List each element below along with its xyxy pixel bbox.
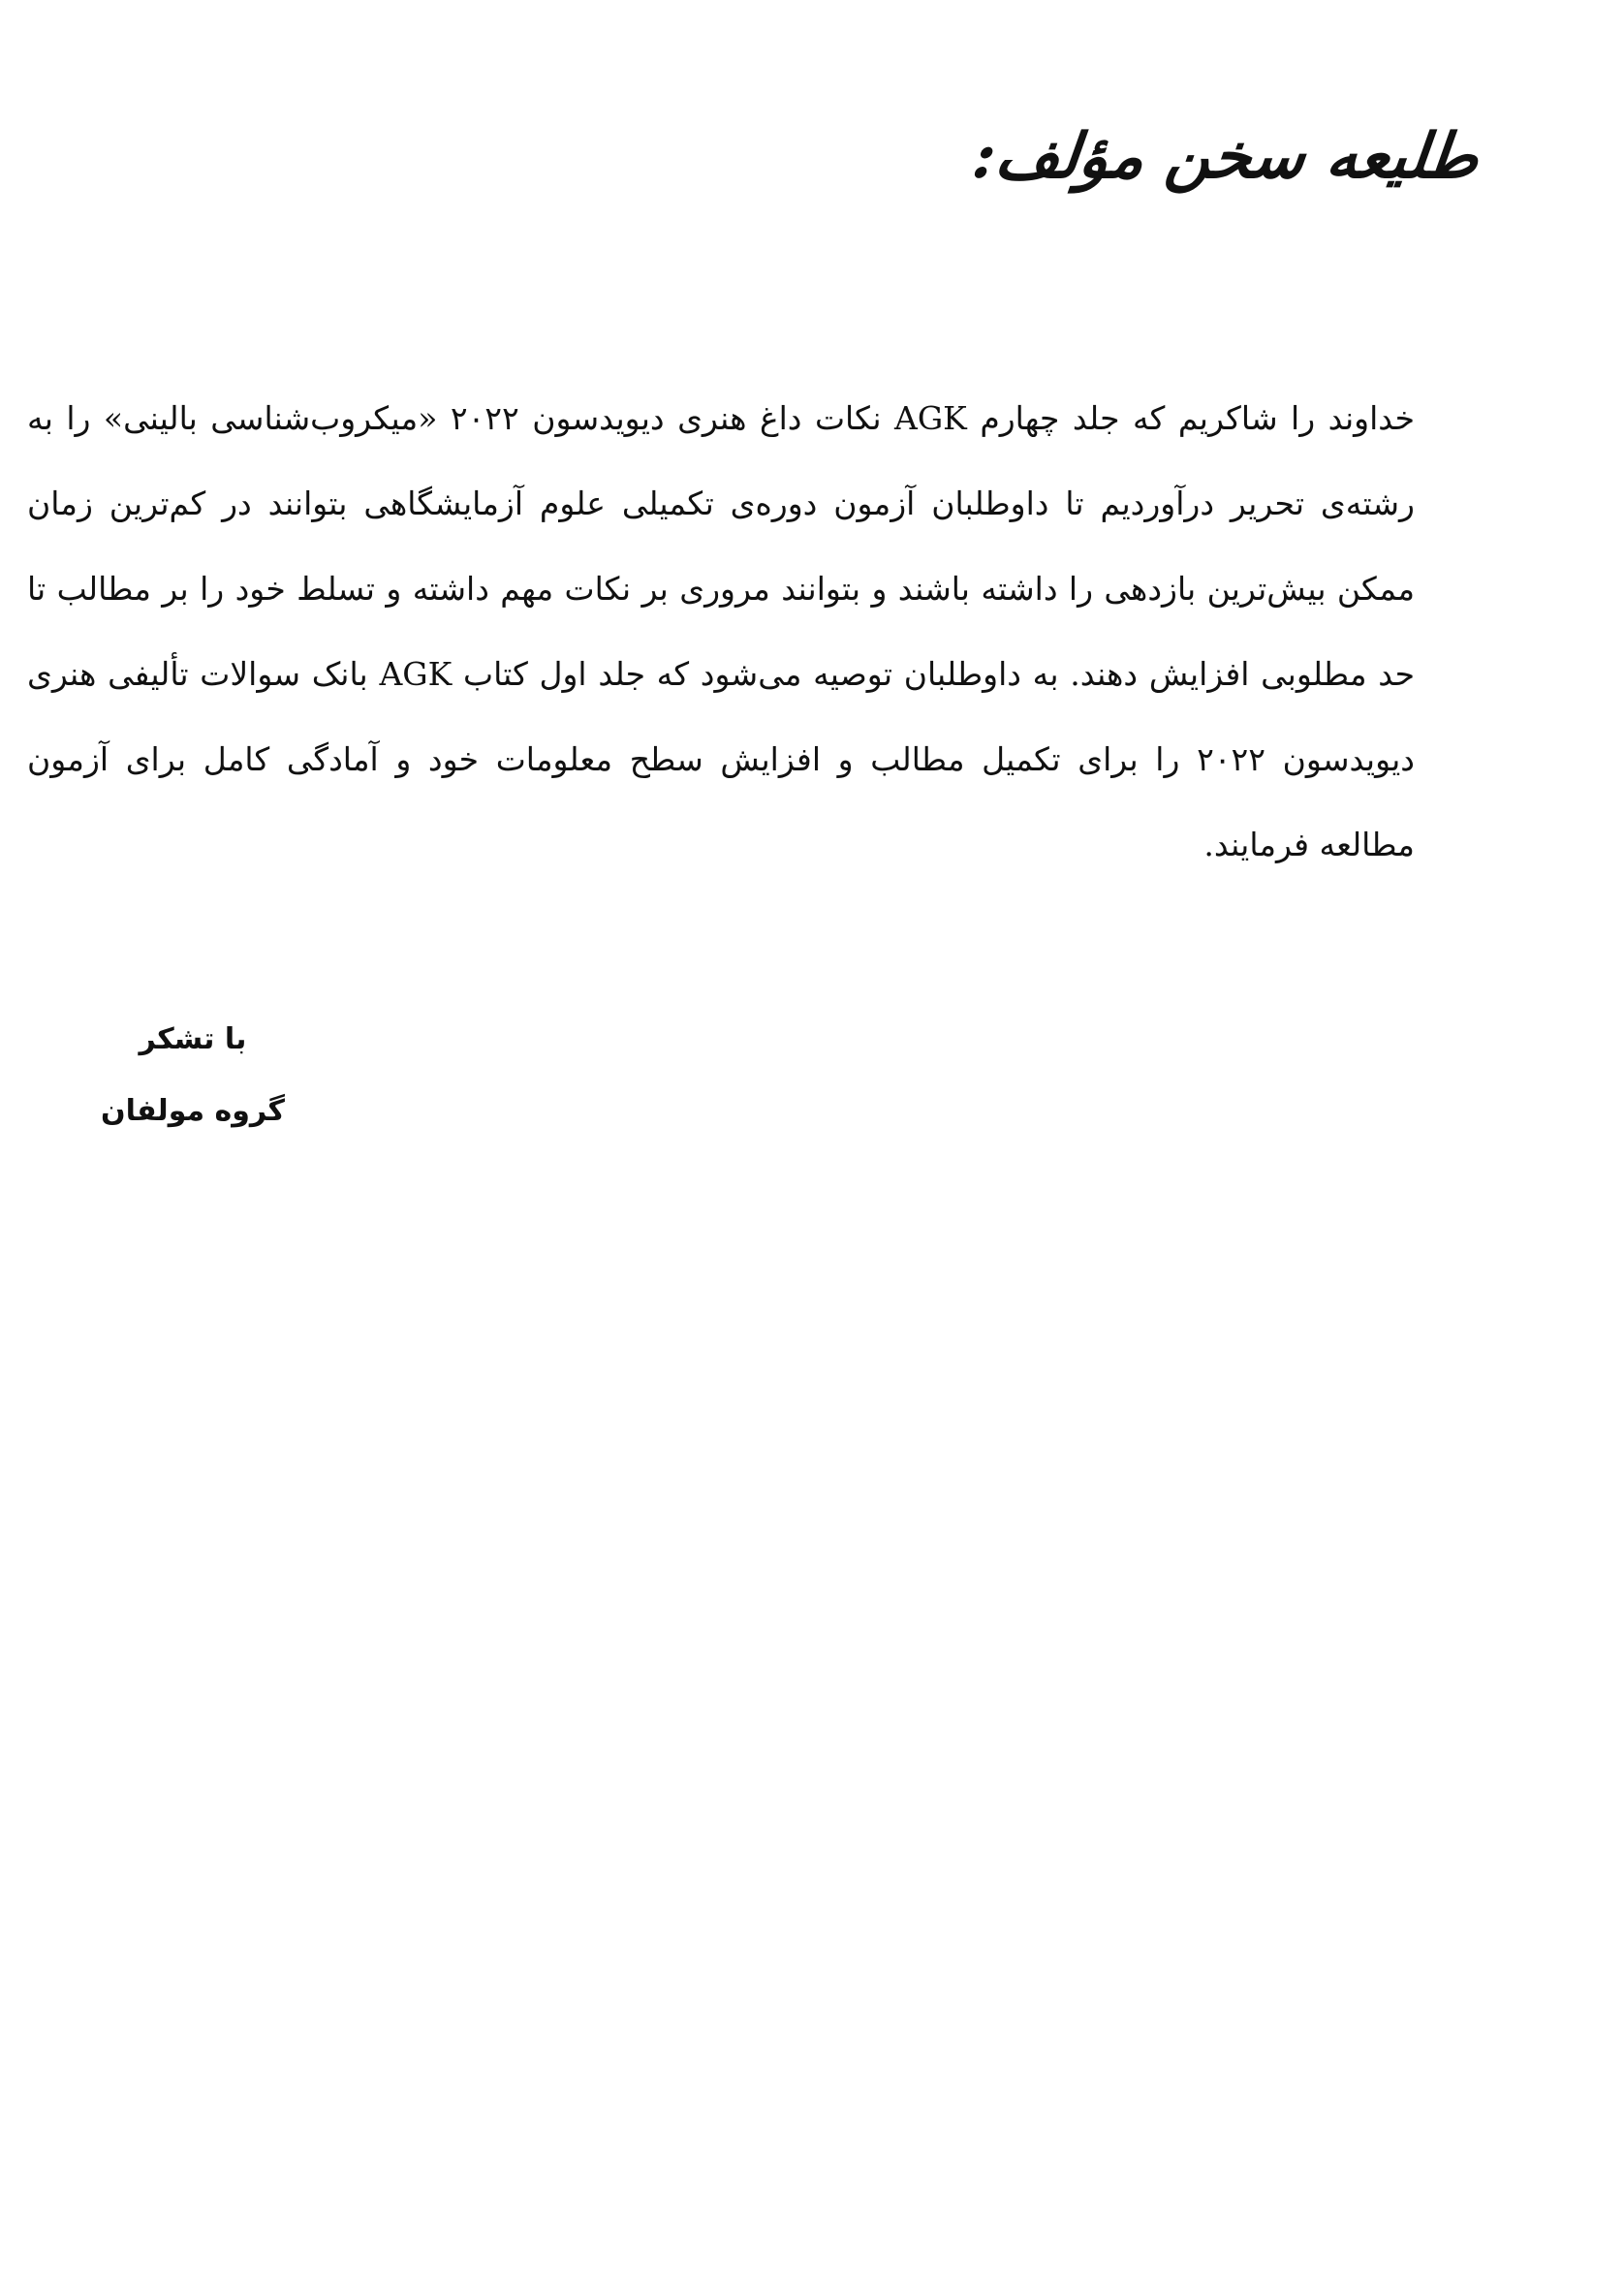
closing-signature: گروه مولفان [100, 1094, 285, 1128]
closing-thanks: با تشکر [139, 1022, 247, 1056]
closing-block [101, 1004, 285, 1147]
body-paragraph: خداوند را شاکریم که جلد چهارم AGK نکات داغ هنری دیویدسون ۲۰۲۲ «میکروب‌شناسی بالینی» را به رشته‌ی تحریر درآوردیم تا داوطلبان آزمون دوره‌ی تکمیلی علوم آزمایشگاهی بتوانند در کم‌ترین زمان ممکن بیش‌ترین بازدهی را داشته باشند و بتوانند مروری بر نکات مهم داشته و تسلط خود را بر مطالب تا حد مطلوبی افزایش دهند. به داوطلبان توصیه می‌شود که جلد اول کتاب AGK بانک سوالات تألیفی هنری دیویدسون ۲۰۲۲ را برای تکمیل مطالب و افزایش سطح معلومات خود و آمادگی کامل برای آزمون مطالعه فرمایند. [27, 399, 1415, 863]
page-title: طلیعه سخن مؤلف: [969, 120, 1483, 193]
